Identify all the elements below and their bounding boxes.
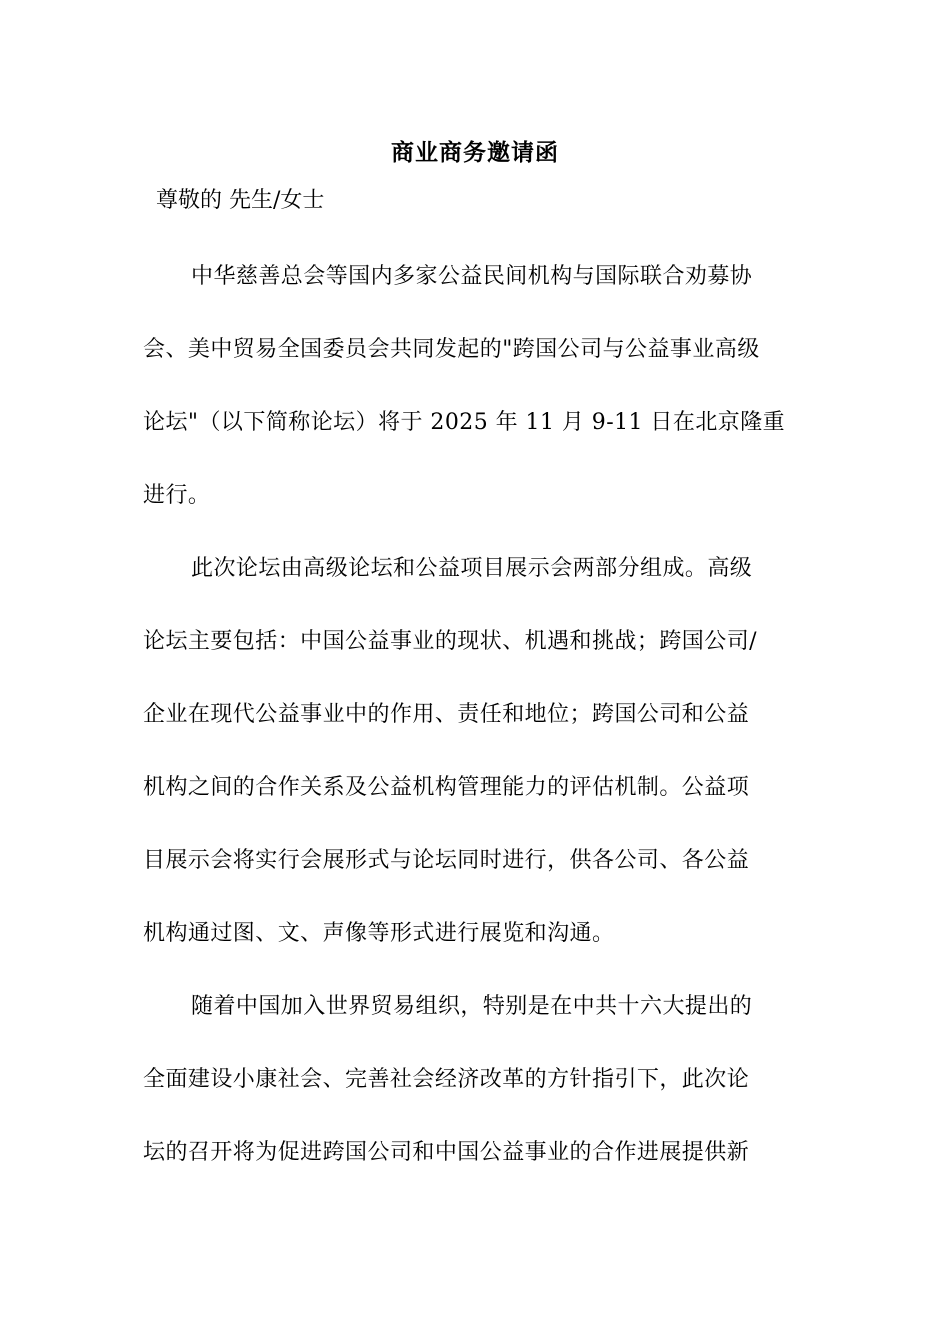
paragraph-2-line-5: 目展示会将实行会展形式与论坛同时进行，供各公司、各公益 (143, 848, 750, 873)
paragraph-1-line-3: 论坛"（以下简称论坛）将于 2025 年 11 月 9-11 日在北京隆重 (143, 410, 786, 435)
salutation: 尊敬的 先生/女士 (156, 188, 325, 213)
paragraph-3-line-1: 随着中国加入世界贸易组织，特别是在中共十六大提出的 (191, 994, 753, 1019)
paragraph-2-line-3: 企业在现代公益事业中的作用、责任和地位；跨国公司和公益 (143, 702, 750, 727)
paragraph-1-line-2: 会、美中贸易全国委员会共同发起的"跨国公司与公益事业高级 (143, 337, 760, 362)
paragraph-3-line-2: 全面建设小康社会、完善社会经济改革的方针指引下，此次论 (143, 1067, 750, 1092)
paragraph-2-line-2: 论坛主要包括：中国公益事业的现状、机遇和挑战；跨国公司/ (143, 629, 758, 654)
paragraph-3-line-3: 坛的召开将为促进跨国公司和中国公益事业的合作进展提供新 (143, 1140, 750, 1165)
paragraph-2-line-1: 此次论坛由高级论坛和公益项目展示会两部分组成。高级 (191, 556, 753, 581)
paragraph-1-line-4: 进行。 (143, 483, 211, 508)
paragraph-1-line-1: 中华慈善总会等国内多家公益民间机构与国际联合劝募协 (191, 264, 753, 289)
body-text (143, 256, 807, 1205)
document-title: 商业商务邀请函 (391, 139, 559, 166)
paragraph-2-line-4: 机构之间的合作关系及公益机构管理能力的评估机制。公益项 (143, 775, 750, 800)
paragraph-2-line-6: 机构通过图、文、声像等形式进行展览和沟通。 (143, 921, 615, 946)
